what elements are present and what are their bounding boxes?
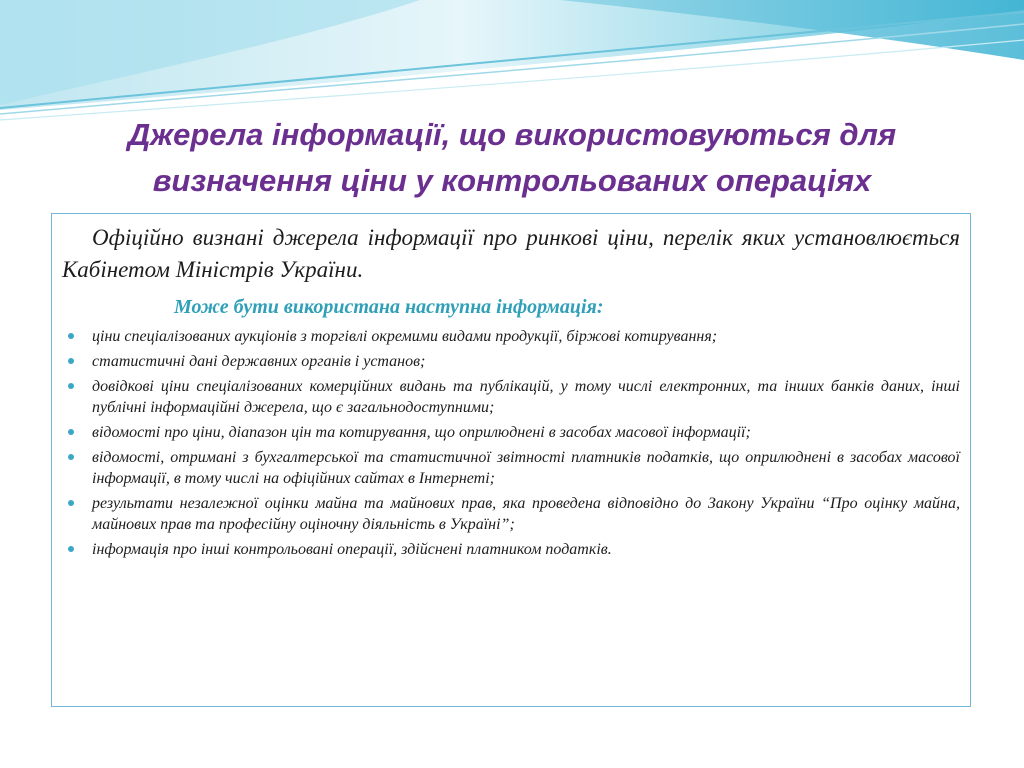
list-item-text: відомості, отримані з бухгалтерської та статистичної звітності платників податків, що оприлюднені в засобах масової інформації, в тому числі на офіційних сайтах в Інтернеті; bbox=[92, 449, 960, 487]
bullet-icon bbox=[68, 500, 74, 506]
list-item-text: інформація про інші контрольовані операції, здійснені платником податків. bbox=[92, 541, 612, 558]
content-box bbox=[51, 213, 971, 707]
list-item bbox=[62, 351, 960, 372]
bullet-list bbox=[62, 326, 960, 560]
list-item-text: ціни спеціалізованих аукціонів з торгівлі окремими видами продукції, біржові котирування; bbox=[92, 328, 718, 345]
intro-paragraph: Офіційно визнані джерела інформації про ринкові ціни, перелік яких установлюється Кабінетом Міністрів України. bbox=[62, 225, 960, 282]
list-item-text: статистичні дані державних органів і установ; bbox=[92, 353, 426, 370]
bullet-icon bbox=[68, 454, 74, 460]
list-item bbox=[62, 376, 960, 418]
list-item bbox=[62, 326, 960, 347]
list-item bbox=[62, 422, 960, 443]
list-item-text: відомості про ціни, діапазон цін та котирування, що оприлюднені в засобах масової інформації; bbox=[92, 424, 751, 441]
subheading: Може бути використана наступна інформація: bbox=[174, 296, 604, 318]
list-item-text: результати незалежної оцінки майна та майнових прав, яка проведена відповідно до Закону України “Про оцінку майна, майнових прав та професійну оціночну діяльність в Україні”; bbox=[92, 495, 960, 533]
list-item bbox=[62, 447, 960, 489]
bullet-icon bbox=[68, 429, 74, 435]
bullet-icon bbox=[68, 383, 74, 389]
bullet-icon bbox=[68, 333, 74, 339]
list-item bbox=[62, 493, 960, 535]
list-item-text: довідкові ціни спеціалізованих комерційних видань та публікацій, у тому числі електронних, та інших банків даних, інші публічні інформаційні джерела, що є загальнодоступними; bbox=[92, 378, 960, 416]
list-item bbox=[62, 539, 960, 560]
bullet-icon bbox=[68, 358, 74, 364]
slide-title: Джерела інформації, що використовуються для визначення ціни у контрольованих операціях bbox=[127, 117, 897, 198]
decorative-wave-header bbox=[0, 0, 1024, 130]
bullet-icon bbox=[68, 546, 74, 552]
